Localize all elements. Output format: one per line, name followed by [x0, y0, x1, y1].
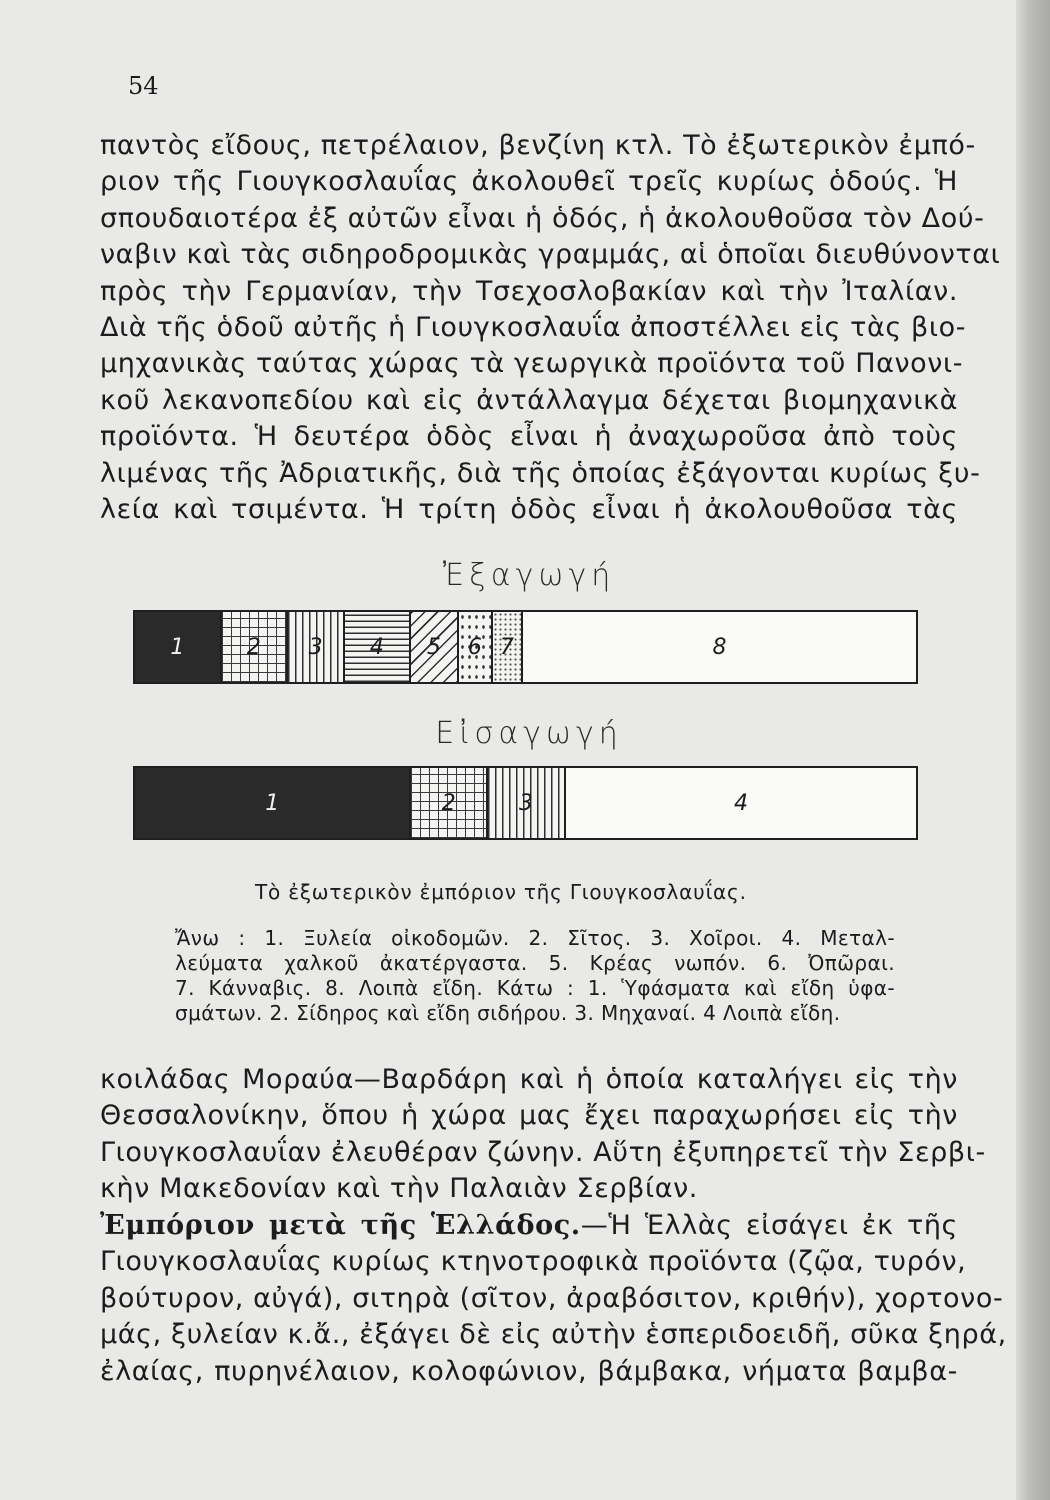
figure-caption: Τὸ ἐξωτερικὸν ἐμπόριον τῆς Γιουγκοσλαυΐας.: [255, 880, 747, 904]
export-segment-label: 3: [308, 634, 323, 660]
text-line: κοῦ λεκανοπεδίου καὶ εἰς ἀντάλλαγμα δέχεται βιομηχανικὰ: [100, 384, 958, 416]
export-segment-4: [345, 612, 411, 682]
text-line: ἐλαίας, πυρηνέλαιον, κολοφώνιον, βάμβακα, νήματα βαμβα-: [100, 1355, 958, 1387]
text-line: μάς, ξυλείαν κ.ἄ., ἐξάγει δὲ εἰς αὐτὴν ἑσπεριδοειδῆ, σῦκα ξηρά,: [100, 1319, 1007, 1351]
text-line: παντὸς εἴδους, πετρέλαιον, βενζίνη κτλ. Τὸ ἐξωτερικὸν ἐμπό-: [100, 130, 976, 161]
export-bar: [133, 610, 918, 684]
text-line: βούτυρον, αὐγά), σιτηρὰ (σῖτον, ἀραβόσιτον, κριθήν), χορτονο-: [100, 1282, 1004, 1314]
section-heading: Ἐμπόριον μετὰ τῆς Ἑλλάδος.: [100, 1210, 581, 1241]
text-line: [100, 1208, 958, 1244]
text-line: κὴν Μακεδονίαν καὶ τὴν Παλαιὰν Σερβίαν.: [100, 1173, 698, 1205]
text-line: Διὰ τῆς ὁδοῦ αὐτῆς ἡ Γιουγκοσλαυΐα ἀποστέλλει εἰς τὰς βιο-: [100, 312, 967, 344]
import-segment-1: [135, 768, 411, 838]
export-segment-label: 1: [170, 634, 185, 660]
export-segment-5: [411, 612, 459, 682]
import-bar: [133, 766, 918, 840]
legend-line: 7. Κάνναβις. 8. Λοιπὰ εἴδη. Κάτω : 1. Ὑφάσματα καὶ εἴδη ὑφα-: [175, 976, 895, 1000]
text-line: ναβιν καὶ τὰς σιδηροδρομικὰς γραμμάς, αἱ ὁποῖαι διευθύνονται: [100, 239, 1001, 271]
export-segment-6: [459, 612, 493, 682]
import-segment-label: 2: [441, 790, 456, 816]
import-segment-label: 3: [519, 790, 534, 816]
figure-legend: [175, 926, 895, 1026]
export-segment-7: [493, 612, 523, 682]
text-line: Θεσσαλονίκην, ὅπου ἡ χώρα μας ἔχει παραχωρήσει εἰς τὴν: [100, 1100, 958, 1132]
import-chart-title: Εἰσαγωγή: [435, 716, 623, 751]
page-edge-shadow: [1016, 0, 1050, 1500]
export-segment-label: 8: [712, 634, 727, 660]
paragraph-3: [100, 1208, 1007, 1390]
import-segment-label: 4: [734, 790, 749, 816]
export-segment-label: 4: [369, 634, 384, 660]
import-segment-3: [488, 768, 566, 838]
text-line: Γιουγκοσλαυΐαν ἐλευθέραν ζώνην. Αὕτη ἐξυπηρετεῖ τὴν Σερβι-: [100, 1136, 986, 1168]
export-segment-label: 7: [499, 634, 514, 660]
import-segment-4: [566, 768, 916, 838]
text-line: προϊόντα. Ἡ δευτέρα ὁδὸς εἶναι ἡ ἀναχωροῦσα ἀπὸ τοὺς: [100, 421, 958, 453]
legend-line: λεύματα χαλκοῦ ἀκατέργαστα. 5. Κρέας νωπόν. 6. Ὀπῶραι.: [175, 951, 895, 975]
legend-line: σμάτων. 2. Σίδηρος καὶ εἴδη σιδήρου. 3. Μηχαναί. 4 Λοιπὰ εἴδη.: [175, 1001, 841, 1025]
export-segment-label: 6: [467, 634, 482, 660]
legend-line: Ἄνω : 1. Ξυλεία οἰκοδομῶν. 2. Σῖτος. 3. Χοῖροι. 4. Μεταλ-: [175, 926, 895, 950]
text-line: μηχανικὰς ταύτας χώρας τὰ γεωργικὰ προϊόντα τοῦ Πανονι-: [100, 348, 964, 380]
text-line: Γιουγκοσλαυΐας κυρίως κτηνοτροφικὰ προϊόντα (ζῷα, τυρόν,: [100, 1246, 967, 1278]
text-line: σπουδαιοτέρα ἐξ αὐτῶν εἶναι ἡ ὁδός, ἡ ἀκολουθοῦσα τὸν Δού-: [100, 202, 985, 234]
paragraph-1: [100, 128, 1001, 528]
text-line: λεία καὶ τσιμέντα. Ἡ τρίτη ὁδὸς εἶναι ἡ ἀκολουθοῦσα τὰς: [100, 494, 958, 526]
text-line: ριον τῆς Γιουγκοσλαυΐας ἀκολουθεῖ τρεῖς κυρίως ὁδούς. Ἡ: [100, 166, 958, 198]
text-line: πρὸς τὴν Γερμανίαν, τὴν Τσεχοσλοβακίαν καὶ τὴν Ἰταλίαν.: [100, 275, 958, 307]
page-number: 54: [128, 72, 159, 100]
paragraph-2: [100, 1062, 986, 1208]
export-segment-label: 2: [246, 634, 261, 660]
export-chart-title: Ἐξαγωγή: [442, 558, 616, 593]
text-line: κοιλάδας Μοραύα—Βαρδάρη καὶ ἡ ὁποία καταλήγει εἰς τὴν: [100, 1064, 958, 1095]
export-segment-label: 5: [426, 634, 441, 660]
export-segment-1: [135, 612, 222, 682]
export-segment-3: [288, 612, 345, 682]
text-span: —Ἡ Ἑλλὰς εἰσάγει ἐκ τῆς: [580, 1210, 958, 1241]
text-line: λιμένας τῆς Ἀδριατικῆς, διὰ τῆς ὁποίας ἐξάγονται κυρίως ξυ-: [100, 457, 981, 489]
export-segment-8: [523, 612, 916, 682]
import-segment-label: 1: [265, 790, 280, 816]
import-segment-2: [411, 768, 488, 838]
export-segment-2: [222, 612, 288, 682]
